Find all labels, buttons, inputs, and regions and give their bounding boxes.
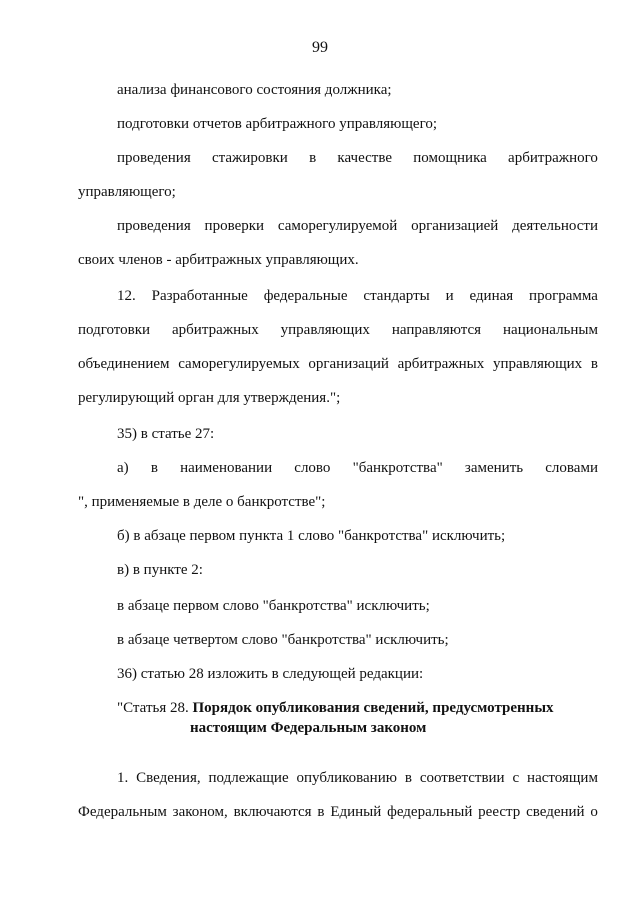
word: 12. [117, 288, 136, 304]
word: а) [117, 460, 129, 476]
word: стажировки [211, 150, 288, 166]
word: Федеральным [78, 804, 167, 820]
text-line: управляющего; [78, 184, 176, 200]
word: словами [545, 460, 598, 476]
justified-line [78, 354, 598, 374]
article-label: "Статья 28. [117, 700, 189, 716]
text-line: своих членов - арбитражных управляющих. [78, 252, 359, 268]
word: стандарты [363, 288, 430, 304]
word: федеральный [387, 804, 473, 820]
word: арбитражных [172, 322, 259, 338]
justified-line [117, 458, 598, 478]
word: организацией [411, 218, 499, 234]
text-line: 36) статью 28 изложить в следующей редакции: [117, 666, 424, 682]
word: в [150, 460, 158, 476]
text-line: в абзаце четвертом слово "банкротства" исключить; [117, 632, 449, 648]
word: опубликованию [296, 770, 397, 786]
text-line: б) в абзаце первом пункта 1 слово "банкротства" исключить; [117, 528, 506, 544]
word: проведения [117, 150, 191, 166]
word: наименовании [180, 460, 273, 476]
word: программа [529, 288, 598, 304]
word: подготовки [78, 322, 151, 338]
justified-line [117, 286, 598, 306]
article-title: Порядок опубликования сведений, предусмотренных [192, 700, 554, 716]
word: саморегулируемых [178, 356, 300, 372]
article-heading [117, 698, 554, 718]
word: организаций [308, 356, 389, 372]
justified-line [78, 802, 598, 822]
word: слово [294, 460, 331, 476]
word: включаются [233, 804, 312, 820]
word: Единый [330, 804, 382, 820]
justified-line [117, 216, 598, 236]
text-line: 35) в статье 27: [117, 426, 215, 442]
word: Сведения, [136, 770, 201, 786]
word: настоящим [527, 770, 598, 786]
word: качестве [337, 150, 392, 166]
word: подлежащие [208, 770, 289, 786]
word: о [590, 804, 598, 820]
word: законом, [172, 804, 228, 820]
word: управляющих [492, 356, 583, 372]
word: заменить [464, 460, 524, 476]
word: Разработанные [151, 288, 248, 304]
text-line: в абзаце первом слово "банкротства" исключить; [117, 598, 430, 614]
text-line: регулирующий орган для утверждения."; [78, 390, 341, 406]
word: в [317, 804, 325, 820]
text-line: анализа финансового состояния должника; [117, 82, 392, 98]
text-line: подготовки отчетов арбитражного управляющего; [117, 116, 438, 132]
word: в [309, 150, 317, 166]
text-line: ", применяемые в деле о банкротстве"; [78, 494, 326, 510]
word: направляются [391, 322, 482, 338]
word: сведений [526, 804, 585, 820]
word: саморегулируемой [277, 218, 398, 234]
word: арбитражных [397, 356, 485, 372]
word: проведения [117, 218, 191, 234]
text-line: в) в пункте 2: [117, 562, 203, 578]
word: национальным [503, 322, 598, 338]
justified-line [117, 768, 598, 788]
article-title-continued: настоящим Федеральным законом [190, 720, 427, 736]
word: единая [469, 288, 514, 304]
word: в [404, 770, 412, 786]
word: деятельности [512, 218, 598, 234]
word: управляющих [280, 322, 370, 338]
word: помощника [413, 150, 487, 166]
word: в [590, 356, 598, 372]
justified-line [117, 148, 598, 168]
word: 1. [117, 770, 129, 786]
word: объединением [78, 356, 170, 372]
word: соответствии [419, 770, 505, 786]
word: и [445, 288, 454, 304]
page-number: 99 [312, 39, 328, 56]
justified-line [78, 320, 598, 340]
word: арбитражного [508, 150, 598, 166]
word: с [512, 770, 520, 786]
word: федеральные [263, 288, 348, 304]
word: "банкротства" [352, 460, 443, 476]
word: реестр [478, 804, 521, 820]
word: проверки [204, 218, 265, 234]
